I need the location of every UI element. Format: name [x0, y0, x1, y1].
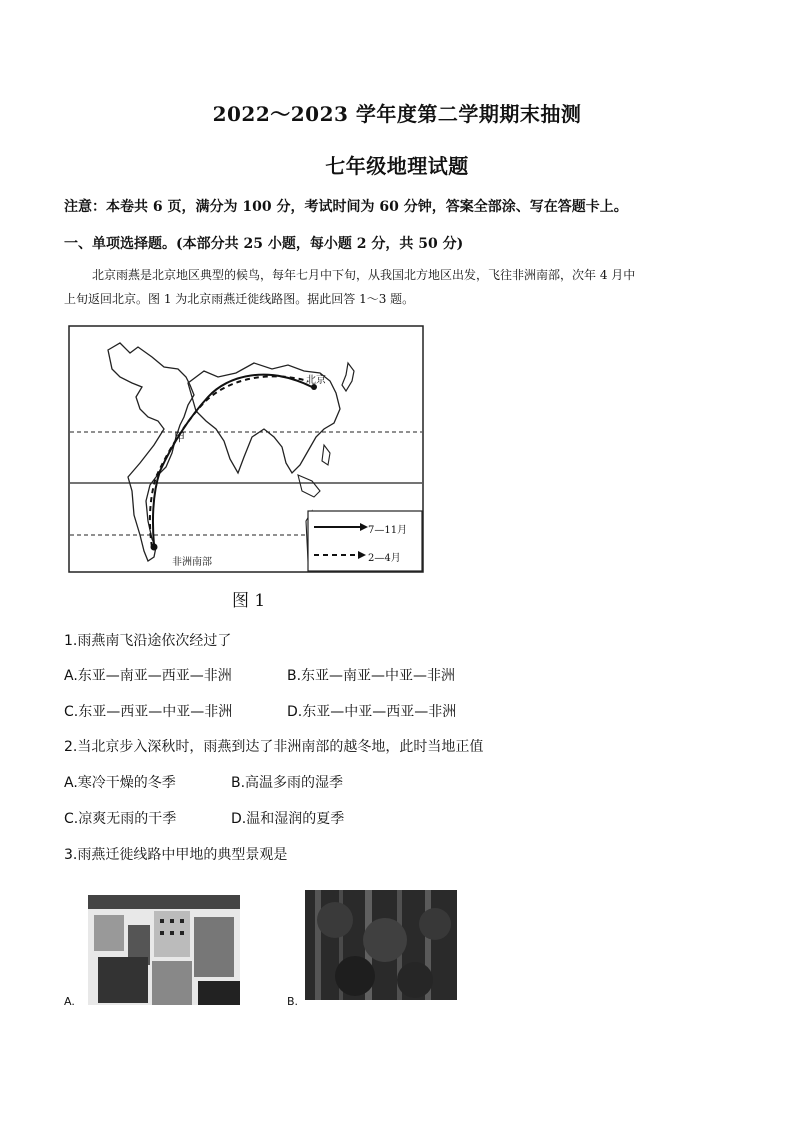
question-1-stem: 1.雨燕南飞沿途依次经过了	[64, 633, 232, 649]
photo-option-b-forest	[305, 890, 457, 1000]
q1-option-a: A.东亚—南亚—西亚—非洲	[64, 668, 232, 684]
legend-solid-label: 7—11月	[368, 525, 408, 536]
intro-line-2: 上旬返回北京。图 1 为北京雨燕迁徙线路图。据此回答 1～3 题。	[64, 292, 415, 306]
label-beijing: 北京	[306, 375, 326, 386]
page-subtitle: 七年级地理试题	[325, 154, 469, 178]
south-africa-point	[151, 544, 158, 551]
buildings-illustration	[88, 895, 240, 1005]
forest-illustration	[305, 890, 457, 1000]
map-legend	[308, 511, 422, 571]
label-jia: 甲	[174, 431, 185, 444]
q2-option-a: A.寒冷干燥的冬季	[64, 775, 176, 791]
label-south-africa: 非洲南部	[172, 557, 212, 568]
q1-option-c: C.东亚—西亚—中亚—非洲	[64, 704, 233, 720]
page-title: 2022～2023 学年度第二学期期末抽测	[212, 102, 582, 126]
q2-option-d: D.温和湿润的夏季	[231, 811, 345, 827]
notice: 注意：本卷共 6 页，满分为 100 分，考试时间为 60 分钟，答案全部涂、写在答题卡上。	[64, 199, 628, 215]
q2-option-b: B.高温多雨的湿季	[231, 775, 344, 791]
question-3-stem: 3.雨燕迁徙线路中甲地的典型景观是	[64, 847, 288, 863]
intro-line-1: 北京雨燕是北京地区典型的候鸟，每年七月中下旬，从我国北方地区出发，飞往非洲南部，次年 4 月中	[92, 268, 636, 282]
photo-option-a-buildings	[88, 895, 240, 1005]
section-heading: 一、单项选择题。(本部分共 25 小题，每小题 2 分，共 50 分)	[64, 236, 464, 252]
q2-option-c: C.凉爽无雨的干季	[64, 811, 177, 827]
migration-map	[68, 325, 424, 573]
question-2-stem: 2.当北京步入深秋时，雨燕到达了非洲南部的越冬地，此时当地正值	[64, 739, 484, 755]
q3-option-b-label: B.	[287, 995, 299, 1008]
q1-option-b: B.东亚—南亚—中亚—非洲	[287, 668, 456, 684]
figure-caption: 图 1	[232, 591, 266, 611]
q3-option-a-label: A.	[64, 995, 75, 1008]
q1-option-d: D.东亚—中亚—西亚—非洲	[287, 704, 457, 720]
legend-dashed-label: 2—4月	[368, 553, 401, 564]
